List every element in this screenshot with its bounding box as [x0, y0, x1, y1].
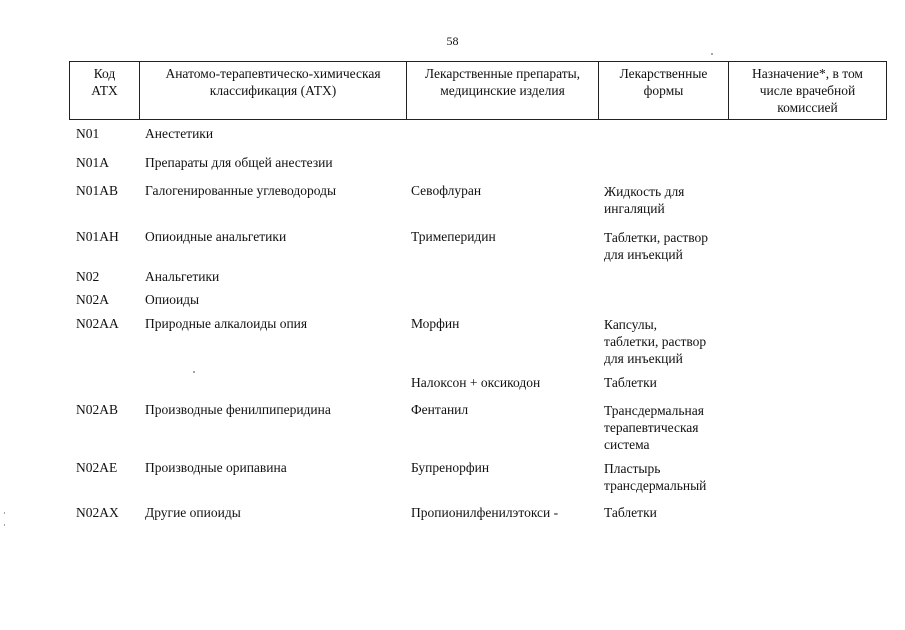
- header-atc-classification: Анатомо-терапевтическо-химическая классификация (АТХ): [140, 62, 407, 120]
- row-drug: Налоксон + оксикодон: [411, 375, 541, 390]
- scan-speck: [4, 512, 5, 514]
- row-code: N02AX: [76, 505, 119, 520]
- row-dosage-form: Трансдермальная терапевтическая система: [604, 403, 704, 452]
- row-code: N01AB: [76, 183, 119, 198]
- row-code: N02: [76, 269, 100, 284]
- scan-speck: [711, 53, 713, 55]
- row-code: N02AE: [76, 460, 118, 475]
- row-code: N02AB: [76, 402, 119, 417]
- header-atc-code: Код АТХ: [70, 62, 140, 120]
- row-dosage-form: Жидкость для ингаляций: [604, 184, 685, 216]
- row-drug: Пропионилфенилэтокси -: [411, 505, 559, 520]
- row-drug: Севофлуран: [411, 183, 482, 198]
- row-drug: Фентанил: [411, 402, 469, 417]
- row-code: N01AH: [76, 229, 119, 244]
- row-dosage-form: Таблетки: [604, 505, 657, 520]
- row-classification: Галогенированные углеводороды: [145, 183, 337, 198]
- scan-speck: [4, 524, 5, 526]
- row-classification: Производные фенилпиперидина: [145, 402, 331, 417]
- row-dosage-form: Капсулы, таблетки, раствор для инъекций: [604, 317, 707, 366]
- row-dosage-form: Таблетки, раствор для инъекций: [604, 230, 709, 262]
- row-dosage-form: Пластырь трансдермальный: [604, 461, 707, 493]
- row-code: N01A: [76, 155, 109, 170]
- row-classification: Опиоиды: [145, 292, 200, 307]
- row-dosage-form: Таблетки: [604, 375, 657, 390]
- header-dosage-forms: Лекарственные формы: [599, 62, 729, 120]
- row-drug: Тримеперидин: [411, 229, 496, 244]
- row-code: N02AA: [76, 316, 119, 331]
- row-classification: Другие опиоиды: [145, 505, 241, 520]
- header-medicines: Лекарственные препараты, медицинские изделия: [407, 62, 599, 120]
- row-code: N01: [76, 126, 100, 141]
- row-classification: Препараты для общей анестезии: [145, 155, 333, 170]
- page-number: 58: [446, 34, 459, 48]
- scan-speck: [193, 371, 195, 373]
- header-purpose: Назначение*, в том числе врачебной комиссией: [729, 62, 887, 120]
- row-classification: Опиоидные анальгетики: [145, 229, 287, 244]
- row-drug: Морфин: [411, 316, 460, 331]
- row-classification: Производные орипавина: [145, 460, 287, 475]
- row-classification: Природные алкалоиды опия: [145, 316, 308, 331]
- row-code: N02A: [76, 292, 109, 307]
- row-classification: Анестетики: [145, 126, 214, 141]
- row-classification: Анальгетики: [145, 269, 220, 284]
- row-drug: Бупренорфин: [411, 460, 490, 475]
